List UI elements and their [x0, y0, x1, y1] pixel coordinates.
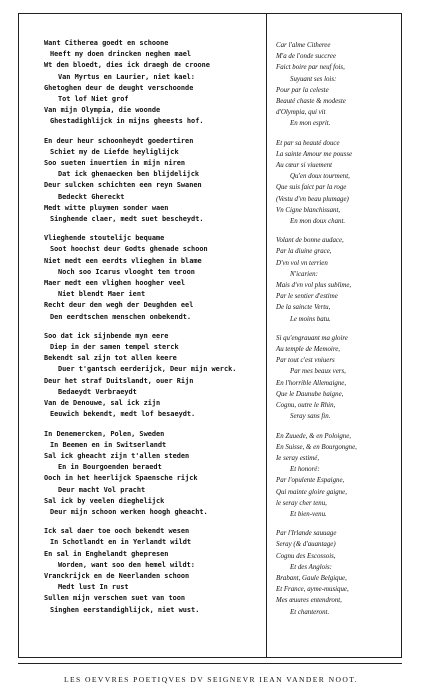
french-verse-line: Vn Cigne blanchissant,	[276, 206, 341, 214]
dutch-verse-line: Soot hoochst deur Godts ghenade schoon	[50, 245, 208, 254]
dutch-verse-line: Deur sulcken schichten een reyn Swanen	[44, 181, 202, 190]
french-verse-line: Ie seray estimé,	[276, 454, 320, 462]
french-verse-line: d'Olympia, qui vit	[276, 109, 326, 117]
dutch-verse-line: Dat ick ghenaecken ben blijdelijck	[58, 170, 200, 179]
french-verse-line: Seray sans fin.	[290, 413, 331, 421]
french-verse-line: En Suisse, & en Bourgongne,	[276, 443, 357, 451]
dutch-verse-line: Ghetoghen deur de deught verschoonde	[44, 83, 194, 92]
dutch-stanza	[44, 331, 264, 421]
french-verse-line: Et France, ayme-musique,	[276, 586, 349, 594]
dutch-verse-line: Noch soo Icarus vlooght ten troon	[58, 267, 195, 276]
french-verse-line: Par la diuine grace,	[276, 248, 332, 256]
dutch-verse-line: Eeuwich bekendt, medt lof besaeydt.	[50, 410, 196, 419]
dutch-verse-line: Van mijn Olympia, die woonde	[44, 106, 161, 115]
dutch-verse-line: Schiet my de Liefde heyliglijck	[50, 147, 179, 156]
french-verse-line: Faict boire par neuf fois,	[276, 64, 345, 72]
dutch-stanza	[44, 429, 264, 519]
dutch-verse-line: In Denemercken, Polen, Sweden	[44, 429, 165, 438]
french-verse-line: le seray cher tenu,	[276, 499, 327, 507]
dutch-verse-line: Duer t'gantsch eerderijck, Deur mijn werck.	[58, 365, 237, 374]
dutch-verse-line: Soo sueten inuertien in mijn niren	[44, 159, 186, 168]
french-stanza	[276, 235, 400, 325]
french-verse-line: En mon doux chant.	[290, 218, 346, 226]
running-footer: LES OEVVRES POETIQVES DV SEIGNEVR IEAN VANDER NOOT.	[63, 675, 358, 684]
french-verse-line: La sainte Amour me pousse	[276, 150, 353, 158]
french-stanza	[276, 528, 400, 618]
french-verse-line: Pour par la celeste	[276, 86, 329, 94]
dutch-verse-line: In Schotlandt en in Yerlandt wildt	[50, 538, 192, 547]
dutch-verse-line: Want Citherea goedt en schoone	[44, 39, 169, 47]
french-verse-line: Brabant, Gaule Belgique,	[276, 574, 347, 582]
dutch-verse-line: In Beemen en in Switserlandt	[50, 440, 167, 449]
french-verse-line: M'a de l'onde succree	[276, 53, 336, 61]
french-stanza	[276, 138, 400, 228]
dutch-verse-line: Recht deur den wegh der Deughden eel	[44, 301, 194, 310]
french-verse-line: Si qu'engrauant ma gloire	[276, 334, 348, 342]
dutch-verse-line: Niet blendt Maer ient	[58, 290, 146, 299]
french-stanza	[276, 40, 400, 130]
french-verse-line: Au temple de Memoire,	[276, 346, 341, 354]
stanza-gap	[276, 227, 400, 235]
dutch-verse-line: Medt witte pluymen sonder waen	[44, 203, 169, 212]
french-verse-line: Par mes beaux vers,	[290, 368, 346, 376]
french-verse-line: N'icarien:	[290, 270, 318, 278]
french-stanza	[276, 431, 400, 521]
dutch-verse-line: Sal ick gheacht zijn t'allen steden	[44, 451, 190, 460]
french-verse-line: Volant de bonne audace,	[276, 237, 344, 245]
dutch-verse-line: Den eerdtschen menschen onbekendt.	[50, 312, 192, 321]
dutch-verse-line: Bedaeydt Verbraeydt	[58, 387, 137, 396]
dutch-verse-line: Bekendt sal zijn tot allen keere	[44, 354, 177, 363]
stanza-gap	[44, 225, 264, 233]
dutch-stanza	[44, 526, 264, 616]
french-verse-line: (Vestu d'vn beau plumage)	[276, 195, 349, 203]
dutch-verse-line: Van de Denouwe, sal ick zijn	[44, 399, 161, 408]
french-verse-line: Suyuant ses lois:	[290, 75, 337, 83]
stanza-gap	[44, 323, 264, 331]
dutch-verse-line: Medt lust In rust	[58, 583, 129, 592]
dutch-verse-line: Ghestadighlijck in mijns gheests hof.	[50, 117, 204, 126]
dutch-verse-line: Niet medt een eerdts vlieghen in blame	[44, 256, 202, 265]
french-verse-line: Au cœur si viuement	[276, 162, 333, 170]
dutch-stanza	[44, 38, 264, 128]
dutch-verse-line: Tot lof Niet grof	[58, 95, 129, 104]
french-verse-line: Que suis faict par la roge	[276, 184, 347, 192]
french-verse-line: Et chanteront.	[290, 608, 330, 616]
dutch-stanza	[44, 233, 264, 323]
french-stanza	[276, 333, 400, 423]
dutch-verse-line: Worden, want soo den hemel wildt:	[58, 560, 195, 569]
french-verse-line: En mon esprit.	[290, 120, 331, 128]
dutch-verse-line: Deur het straf Duitslandt, ouer Rijn	[44, 376, 194, 385]
french-verse-line: Le moins batu.	[290, 315, 331, 323]
dutch-verse-line: Ooch in het heerlijck Spaensche rijck	[44, 474, 198, 483]
stanza-gap	[276, 520, 400, 528]
stanza-gap	[44, 421, 264, 429]
french-verse-line: Que le Daunube baigne,	[276, 390, 344, 398]
stanza-gap	[276, 423, 400, 431]
french-verse-line: Et honoré:	[290, 466, 320, 474]
dutch-verse-line: Van Myrtus en Laurier, niet kael:	[58, 72, 195, 81]
dutch-verse-line: Diep in der samen tempel sterck	[50, 343, 179, 352]
dutch-verse-line: Singhende claer, medt suet bescheydt.	[50, 215, 204, 224]
stanza-gap	[276, 130, 400, 138]
dutch-verse-line: En sal in Enghelandt ghepresen	[44, 549, 169, 558]
french-verse-line: Mes œuures entendront,	[276, 597, 342, 605]
french-verse-line: Par l'Irlande sauuage	[276, 530, 337, 538]
dutch-verse-line: Singhen eerstandighlijck, niet wust.	[50, 605, 200, 614]
dutch-verse-line: Maer medt een vlighen hoogher veel	[44, 279, 186, 288]
french-verse-line: Cognu, outre le Rhin,	[276, 402, 336, 410]
french-verse-line: Beauté chaste & modeste	[276, 98, 346, 106]
french-poem-column	[276, 40, 400, 618]
french-verse-line: En Zuuede, & en Poloigne,	[276, 432, 352, 440]
dutch-verse-line: En in Bourgoenden beraedt	[58, 463, 162, 472]
french-verse-line: Par l'opulente Espaigne,	[276, 477, 345, 485]
french-verse-line: Seray (& d'auantage)	[276, 541, 336, 549]
french-verse-line: De la saincte Vertu,	[276, 304, 331, 312]
dutch-verse-line: Sullen mijn verschen suet van toon	[44, 594, 186, 603]
dutch-verse-line: Soo dat ick sijnbende myn eere	[44, 331, 169, 340]
column-divider	[266, 13, 267, 658]
french-verse-line: En l'horrible Allemaigne,	[276, 379, 347, 387]
french-verse-line: Qu'en doux tourment,	[290, 173, 350, 181]
french-verse-line: Qui mainte gloire gaigne,	[276, 488, 347, 496]
dutch-verse-line: Deur mijn schoon werken hoogh gheacht.	[50, 507, 208, 516]
french-verse-line: Par le sentier d'estime	[276, 293, 338, 301]
dutch-verse-line: Vlieghende stoutelijc bequame	[44, 234, 165, 243]
french-verse-line: D'vn vol vn terrien	[276, 259, 328, 267]
stanza-gap	[276, 325, 400, 333]
dutch-verse-line: Deur macht Vol pracht	[58, 485, 146, 494]
dutch-verse-line: Heeft my doen drincken neghen mael	[50, 50, 192, 59]
footer-rule	[18, 663, 402, 664]
dutch-stanza	[44, 136, 264, 226]
dutch-verse-line: Bedeckt Ghereckt	[58, 192, 125, 201]
french-verse-line: Par tout c'est vniuers	[276, 357, 335, 365]
dutch-verse-line: Wt den bloedt, dies ick draegh de croone	[44, 61, 210, 70]
dutch-verse-line: Sal ick by veelen dieghelijck	[44, 496, 165, 505]
french-verse-line: Car l'alme Citheree	[276, 42, 331, 49]
dutch-verse-line: Vranckrijck en de Neerlanden schoon	[44, 571, 190, 580]
dutch-verse-line: En deur heur schoonheydt goedertiren	[44, 136, 194, 145]
french-verse-line: Cognu des Escossois,	[276, 552, 336, 560]
french-verse-line: Mais d'vn vol plus sublime,	[276, 282, 352, 290]
dutch-verse-line: Ick sal daer toe ooch bekendt wesen	[44, 527, 190, 536]
french-verse-line: Et des Anglois:	[290, 563, 332, 571]
french-verse-line: Et bien-venu.	[290, 510, 327, 518]
dutch-poem-column	[44, 38, 264, 616]
french-verse-line: Et par sa beauté douce	[276, 139, 340, 147]
stanza-gap	[44, 518, 264, 526]
stanza-gap	[44, 128, 264, 136]
